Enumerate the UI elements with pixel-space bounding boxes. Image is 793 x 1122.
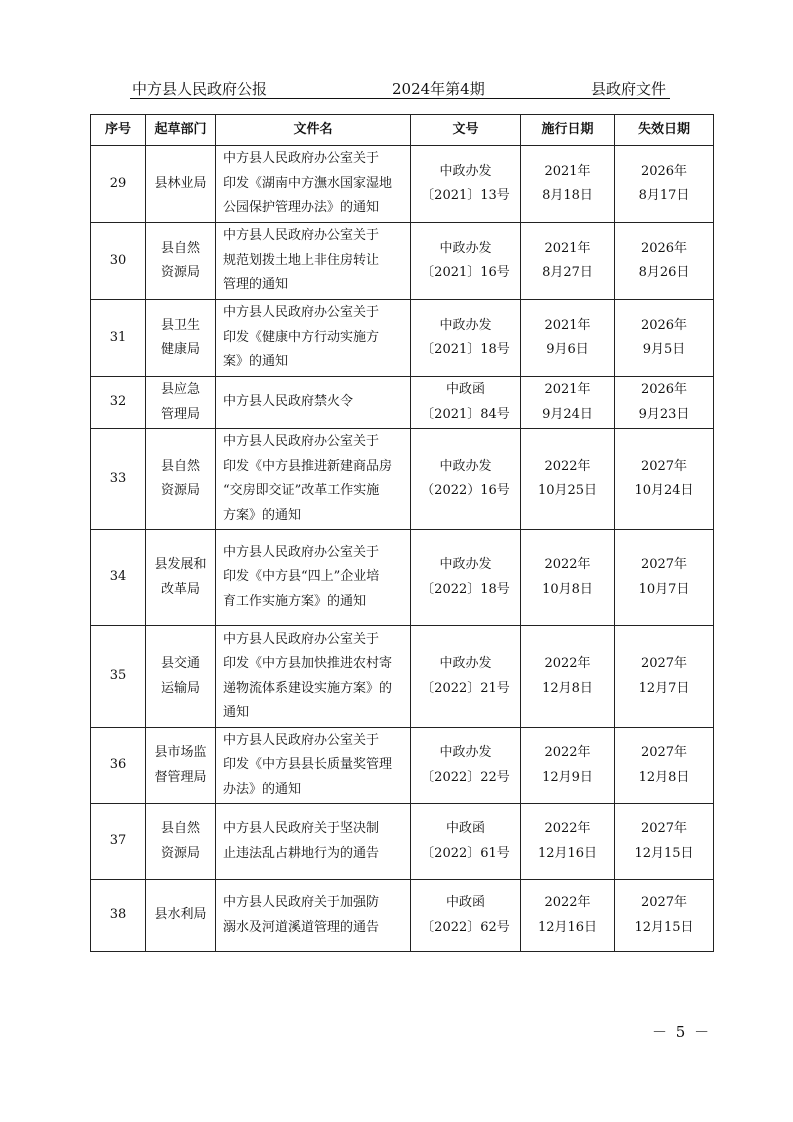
cell-start-date: 2022年 12月16日 <box>521 880 615 952</box>
table-row <box>91 728 714 804</box>
cell-department: 县自然 资源局 <box>146 804 216 880</box>
cell-department: 县自然 资源局 <box>146 429 216 530</box>
cell-department: 县水利局 <box>146 880 216 952</box>
table-row <box>91 530 714 626</box>
cell-number: 35 <box>91 626 146 728</box>
cell-title: 中方县人民政府关于加强防 溺水及河道溪道管理的通告 <box>216 880 411 952</box>
cell-title: 中方县人民政府办公室关于 印发《中方县推进新建商品房 “交房即交证”改革工作实施 方案》的通知 <box>216 429 411 530</box>
table-row <box>91 804 714 880</box>
cell-doc-number: 中政办发 （2022）16号 <box>411 429 521 530</box>
cell-end-date: 2027年 12月8日 <box>615 728 714 804</box>
col-header-start-date: 施行日期 <box>521 115 615 146</box>
cell-end-date: 2026年 8月17日 <box>615 146 714 223</box>
cell-end-date: 2027年 10月24日 <box>615 429 714 530</box>
cell-number: 31 <box>91 300 146 377</box>
cell-doc-number: 中政函 〔2021〕84号 <box>411 377 521 429</box>
cell-doc-number: 中政办发 〔2022〕18号 <box>411 530 521 626</box>
cell-department: 县发展和 改革局 <box>146 530 216 626</box>
cell-start-date: 2021年 9月6日 <box>521 300 615 377</box>
table-row <box>91 880 714 952</box>
cell-title: 中方县人民政府办公室关于 印发《湖南中方潕水国家湿地 公园保护管理办法》的通知 <box>216 146 411 223</box>
cell-start-date: 2021年 9月24日 <box>521 377 615 429</box>
cell-number: 30 <box>91 223 146 300</box>
cell-number: 38 <box>91 880 146 952</box>
cell-title: 中方县人民政府办公室关于 规范划拨土地上非住房转让 管理的通知 <box>216 223 411 300</box>
table-header-row <box>91 115 714 146</box>
cell-start-date: 2022年 12月8日 <box>521 626 615 728</box>
cell-number: 32 <box>91 377 146 429</box>
cell-end-date: 2026年 9月23日 <box>615 377 714 429</box>
table-row <box>91 300 714 377</box>
cell-end-date: 2027年 10月7日 <box>615 530 714 626</box>
cell-title: 中方县人民政府办公室关于 印发《健康中方行动实施方 案》的通知 <box>216 300 411 377</box>
cell-department: 县应急 管理局 <box>146 377 216 429</box>
col-header-end-date: 失效日期 <box>615 115 714 146</box>
cell-department: 县自然 资源局 <box>146 223 216 300</box>
section-label: 县政府文件 <box>590 80 666 98</box>
cell-number: 29 <box>91 146 146 223</box>
cell-department: 县卫生 健康局 <box>146 300 216 377</box>
cell-end-date: 2026年 9月5日 <box>615 300 714 377</box>
table-row <box>91 146 714 223</box>
cell-doc-number: 中政函 〔2022〕61号 <box>411 804 521 880</box>
table-row <box>91 223 714 300</box>
cell-department: 县市场监 督管理局 <box>146 728 216 804</box>
issue-label: 2024年第4期 <box>392 80 485 98</box>
cell-number: 34 <box>91 530 146 626</box>
cell-start-date: 2022年 10月8日 <box>521 530 615 626</box>
page-header <box>130 76 670 99</box>
cell-department: 县林业局 <box>146 146 216 223</box>
table-row <box>91 429 714 530</box>
cell-title: 中方县人民政府办公室关于 印发《中方县县长质量奖管理 办法》的通知 <box>216 728 411 804</box>
cell-doc-number: 中政办发 〔2022〕21号 <box>411 626 521 728</box>
cell-end-date: 2026年 8月26日 <box>615 223 714 300</box>
cell-start-date: 2022年 12月16日 <box>521 804 615 880</box>
cell-title: 中方县人民政府办公室关于 印发《中方县加快推进农村寄 递物流体系建设实施方案》的 通知 <box>216 626 411 728</box>
table-row <box>91 377 714 429</box>
cell-title: 中方县人民政府禁火令 <box>216 377 411 429</box>
cell-start-date: 2021年 8月27日 <box>521 223 615 300</box>
cell-doc-number: 中政办发 〔2021〕18号 <box>411 300 521 377</box>
publication-title: 中方县人民政府公报 <box>132 80 268 98</box>
col-header-doc-number: 文号 <box>411 115 521 146</box>
cell-number: 33 <box>91 429 146 530</box>
cell-title: 中方县人民政府办公室关于 印发《中方县“四上”企业培 育工作实施方案》的通知 <box>216 530 411 626</box>
cell-doc-number: 中政办发 〔2021〕16号 <box>411 223 521 300</box>
cell-number: 36 <box>91 728 146 804</box>
cell-title: 中方县人民政府关于坚决制 止违法乱占耕地行为的通告 <box>216 804 411 880</box>
document-table <box>90 114 714 952</box>
cell-start-date: 2022年 12月9日 <box>521 728 615 804</box>
cell-start-date: 2022年 10月25日 <box>521 429 615 530</box>
col-header-department: 起草部门 <box>146 115 216 146</box>
cell-department: 县交通 运输局 <box>146 626 216 728</box>
page-number: － 5 － <box>652 1023 712 1041</box>
cell-start-date: 2021年 8月18日 <box>521 146 615 223</box>
cell-doc-number: 中政办发 〔2022〕22号 <box>411 728 521 804</box>
cell-end-date: 2027年 12月15日 <box>615 880 714 952</box>
col-header-number: 序号 <box>91 115 146 146</box>
cell-number: 37 <box>91 804 146 880</box>
cell-doc-number: 中政办发 〔2021〕13号 <box>411 146 521 223</box>
cell-end-date: 2027年 12月15日 <box>615 804 714 880</box>
cell-doc-number: 中政函 〔2022〕62号 <box>411 880 521 952</box>
col-header-title: 文件名 <box>216 115 411 146</box>
cell-end-date: 2027年 12月7日 <box>615 626 714 728</box>
table-row <box>91 626 714 728</box>
